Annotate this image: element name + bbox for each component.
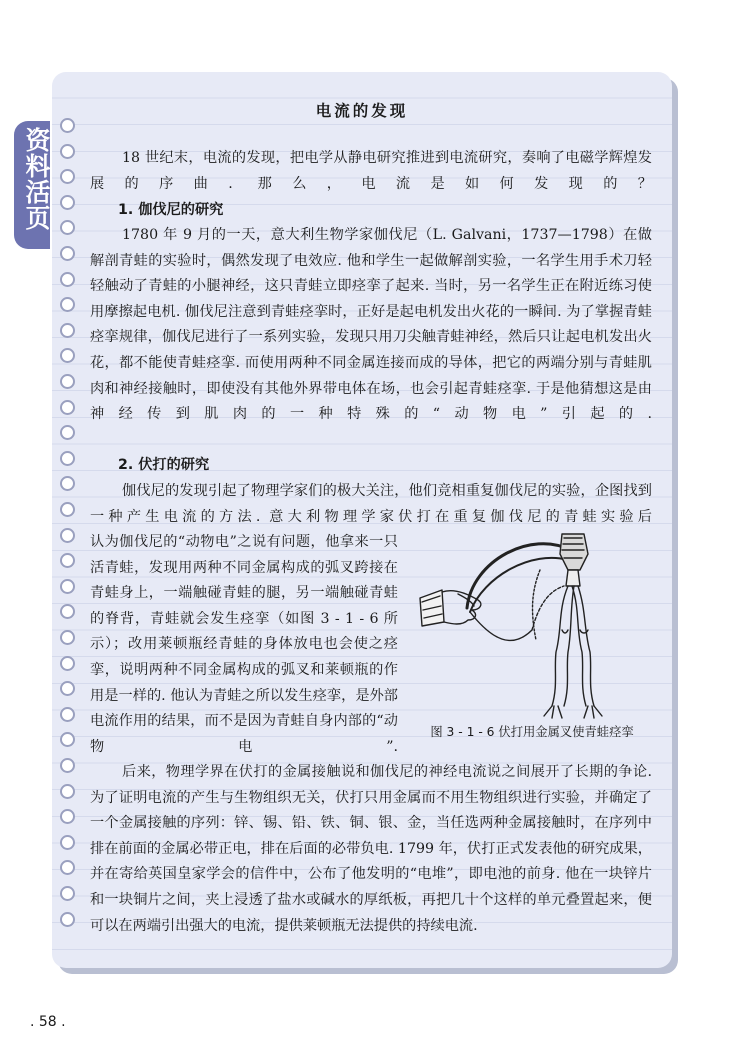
side-tab-label: 资料活页	[22, 127, 51, 231]
section2-heading: 2. 伏打的研究	[118, 457, 210, 473]
binder-ring-icon	[60, 246, 75, 261]
frog-illustration-icon	[412, 530, 652, 720]
section1-paragraph: 1780 年 9 月的一天，意大利生物学家伽伐尼（L. Galvani，1737—1798）在做解剖青蛙的实验时，偶然发现了电效应. 他和学生一起做解剖实验，一名学生用手术刀轻轻触动了青蛙的小腿神经，这只青蛙立即痉挛了起来. 当时，另一名学生正在附近练习使用摩擦起电机. 伽伐尼注意到青蛙痉挛时，正好是起电机发出火花的一瞬间. 为了掌握青蛙痉挛规律，伽伐尼进行了一系列实验，发现只用刀尖触青蛙神经，然后只让起电机发出火花，都不能使青蛙痉挛. 而使用两种不同金属连接而成的导体，把它的两端分别与青蛙肌肉和神经接触时，即使没有其他外界带电体在场，也会引起青蛙痉挛. 于是他猜想这是由神经传到肌肉的一种特殊的“动物电”引起的.	[90, 227, 652, 423]
binder-ring-icon	[60, 476, 75, 491]
page-number: . 58 .	[30, 1014, 66, 1030]
binder-ring-icon	[60, 886, 75, 901]
binder-ring-icon	[60, 502, 75, 517]
binder-ring-icon	[60, 297, 75, 312]
binder-ring-icon	[60, 425, 75, 440]
page-title: 电流的发现	[315, 102, 409, 120]
binder-ring-icon	[60, 220, 75, 235]
section2-paragraph-wide: 伽伐尼的发现引起了物理学家们的极大关注，他们竞相重复伽伐尼的实验，企图找到一种产生电流的方法. 意大利物理学家伏打在重复伽伐尼的青蛙实验后	[90, 483, 652, 525]
binder-ring-icon	[60, 630, 75, 645]
binder-ring-icon	[60, 681, 75, 696]
binder-ring-icon	[60, 809, 75, 824]
binder-ring-icon	[60, 169, 75, 184]
binder-rings	[60, 118, 82, 948]
binder-ring-icon	[60, 272, 75, 287]
binder-ring-icon	[60, 195, 75, 210]
binder-ring-icon	[60, 784, 75, 799]
section2-paragraph-after: 后来，物理学界在伏打的金属接触说和伽伐尼的神经电流说之间展开了长期的争论. 为了证明电流的产生与生物组织无关，伏打只用金属而不用生物组织进行实验，并确定了一个金属接触的序列：锌、锡、铅、铁、铜、银、金，当任选两种金属接触时，在序列中排在前面的金属必带正电，排在后面的必带负电. 1799 年，伏打正式发表他的研究成果，并在寄给英国皇家学会的信件中，公布了他发明的“电堆”，即电池的前身. 他在一块锌片和一块铜片之间，夹上浸透了盐水或碱水的厚纸板，再把几十个这样的单元叠置起来，便可以在两端引出强大的电流，提供莱顿瓶无法提供的持续电流.	[90, 764, 652, 934]
intro-paragraph: 18 世纪末，电流的发现，把电学从静电研究推进到电流研究，奏响了电磁学辉煌发展的序曲. 那么，电流是如何发现的？	[90, 150, 652, 192]
binder-ring-icon	[60, 144, 75, 159]
figure-caption: 图 3 - 1 - 6 伏打用金属叉使青蛙痉挛	[430, 725, 634, 739]
binder-ring-icon	[60, 604, 75, 619]
binder-ring-icon	[60, 374, 75, 389]
binder-ring-icon	[60, 707, 75, 722]
binder-ring-icon	[60, 348, 75, 363]
binder-ring-icon	[60, 323, 75, 338]
binder-ring-icon	[60, 400, 75, 415]
binder-ring-icon	[60, 758, 75, 773]
section1-heading: 1. 伽伐尼的研究	[118, 202, 224, 218]
binder-ring-icon	[60, 528, 75, 543]
binder-ring-icon	[60, 835, 75, 850]
section2-paragraph-narrow: 认为伽伐尼的“动物电”之说有问题，他拿来一只活青蛙，发现用两种不同金属构成的弧叉跨接在青蛙身上，一端触碰青蛙的腿，另一端触碰青蛙的脊背，青蛙就会发生痉挛（如图 3 - 1 - 6 所示）；改用莱顿瓶经青蛙的身体放电也会使之痉挛，说明两种不同金属构成的弧叉和莱顿瓶的作用是一样的. 他认为青蛙之所以发生痉挛，是外部电流作用的结果，而不是因为青蛙自身内部的“动物电”.	[90, 534, 398, 755]
binder-ring-icon	[60, 656, 75, 671]
binder-ring-icon	[60, 579, 75, 594]
binder-ring-icon	[60, 860, 75, 875]
frog-figure	[412, 530, 652, 720]
binder-ring-icon	[60, 732, 75, 747]
binder-ring-icon	[60, 553, 75, 568]
binder-ring-icon	[60, 912, 75, 927]
binder-ring-icon	[60, 451, 75, 466]
